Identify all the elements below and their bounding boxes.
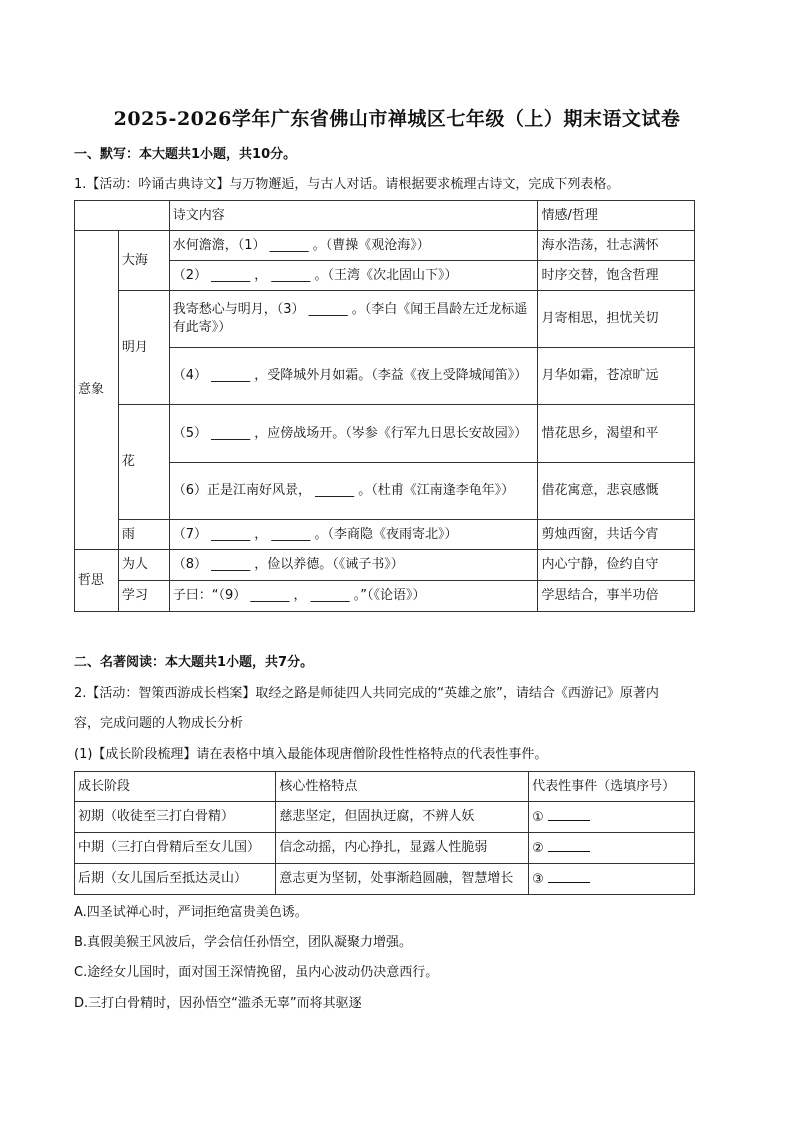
answer-blank[interactable] — [548, 839, 590, 852]
table-row — [75, 833, 695, 864]
emotion-cell: 月寄相思，担忧关切 — [538, 291, 695, 348]
sub-question-1: (1)【成长阶段梳理】请在表格中填入最能体现唐僧阶段性性格特点的代表性事件。 — [74, 747, 548, 762]
event-cell — [529, 833, 695, 864]
trait-cell: 意志更为坚韧，处事渐趋圆融，智慧增长 — [276, 864, 529, 895]
section2-heading: 二、名著阅读：本大题共1小题，共7分。 — [74, 655, 314, 670]
header-trait-cell: 核心性格特点 — [276, 772, 529, 802]
emotion-cell: 海水浩荡，壮志满怀 — [538, 231, 695, 261]
table-row — [75, 772, 695, 802]
option-b: B.真假美猴王风波后，学会信任孙悟空，团队凝聚力增强。 — [74, 935, 413, 950]
sub-category-cell: 学习 — [118, 581, 169, 612]
poem-table — [74, 200, 695, 612]
emotion-cell: 惜花思乡，渴望和平 — [538, 405, 695, 463]
table-row — [75, 802, 695, 833]
content-cell: 子曰：“（9） ______ ， ______ 。”（《论语》） — [169, 581, 538, 612]
event-number: ③ — [532, 871, 544, 887]
stage-cell: 初期（收徒至三打白骨精） — [75, 802, 276, 833]
header-emotion-cell: 情感/哲理 — [538, 201, 695, 231]
content-cell: （8） ______ ，俭以养德。（《诫子书》） — [169, 550, 538, 581]
table-row — [75, 405, 695, 463]
option-c: C.途经女儿国时，面对国王深情挽留，虽内心波动仍决意西行。 — [74, 965, 439, 980]
group-philosophy-cell: 哲思 — [75, 550, 119, 612]
sub-category-cell: 明月 — [118, 291, 169, 405]
question-2-line1: 2.【活动：智策西游成长档案】取经之路是师徒四人共同完成的“英雄之旅”，请结合《西游记》原著内 — [74, 686, 659, 701]
table-row — [75, 550, 695, 581]
header-stage-cell: 成长阶段 — [75, 772, 276, 802]
table-row — [75, 231, 695, 261]
content-cell: （2） ______ ， ______ 。（王湾《次北固山下》） — [169, 261, 538, 291]
option-a: A.四圣试禅心时，严词拒绝富贵美色诱。 — [74, 905, 308, 920]
event-cell — [529, 864, 695, 895]
table-row — [75, 520, 695, 550]
table-row — [75, 581, 695, 612]
sub-category-cell: 花 — [118, 405, 169, 520]
header-content-cell: 诗文内容 — [169, 201, 538, 231]
table-row — [75, 864, 695, 895]
event-number: ② — [532, 840, 544, 856]
emotion-cell: 剪烛西窗，共话今宵 — [538, 520, 695, 550]
content-cell: （4） ______ ，受降城外月如霜。（李益《夜上受降城闻笛》） — [169, 348, 538, 405]
trait-cell: 慈悲坚定，但固执迂腐，不辨人妖 — [276, 802, 529, 833]
group-imagery-cell: 意象 — [75, 231, 119, 550]
table-row — [75, 291, 695, 348]
sub-category-cell: 雨 — [118, 520, 169, 550]
content-cell: （6）正是江南好风景， ______ 。（杜甫《江南逢李龟年》） — [169, 463, 538, 520]
trait-cell: 信念动摇，内心挣扎，显露人性脆弱 — [276, 833, 529, 864]
content-cell: （7） ______ ， ______ 。（李商隐《夜雨寄北》） — [169, 520, 538, 550]
question-1-text: 1.【活动：吟诵古典诗文】与万物邂逅，与古人对话。请根据要求梳理古诗文，完成下列表格。 — [74, 177, 620, 192]
header-empty-cell — [75, 201, 170, 231]
answer-blank[interactable] — [548, 870, 590, 883]
event-number: ① — [532, 809, 544, 825]
emotion-cell: 学思结合，事半功倍 — [538, 581, 695, 612]
emotion-cell: 时序交替，饱含哲理 — [538, 261, 695, 291]
stage-cell: 后期（女儿国后至抵达灵山） — [75, 864, 276, 895]
sub-category-cell: 为人 — [118, 550, 169, 581]
content-cell: 水何澹澹，（1） ______ 。（曹操《观沧海》） — [169, 231, 538, 261]
event-cell — [529, 802, 695, 833]
table-row — [75, 201, 695, 231]
section1-heading: 一、默写：本大题共1小题，共10分。 — [74, 147, 297, 162]
stage-cell: 中期（三打白骨精后至女儿国） — [75, 833, 276, 864]
emotion-cell: 借花寓意，悲哀感慨 — [538, 463, 695, 520]
option-d: D.三打白骨精时，因孙悟空“滥杀无辜”而将其驱逐 — [74, 996, 362, 1011]
emotion-cell: 内心宁静，俭约自守 — [538, 550, 695, 581]
question-2-line2: 容，完成问题的人物成长分析 — [74, 716, 244, 731]
sub-category-cell: 大海 — [118, 231, 169, 291]
emotion-cell: 月华如霜，苍凉旷远 — [538, 348, 695, 405]
content-cell: （5） ______ ，应傍战场开。（岑参《行军九日思长安故园》） — [169, 405, 538, 463]
content-cell: 我寄愁心与明月，（3） ______ 。（李白《闻王昌龄左迁龙标遥有此寄》） — [169, 291, 538, 348]
header-event-cell: 代表性事件（选填序号） — [529, 772, 695, 802]
stage-table — [74, 771, 695, 895]
answer-blank[interactable] — [548, 808, 590, 821]
exam-title: 2025-2026学年广东省佛山市禅城区七年级（上）期末语文试卷 — [113, 108, 681, 130]
